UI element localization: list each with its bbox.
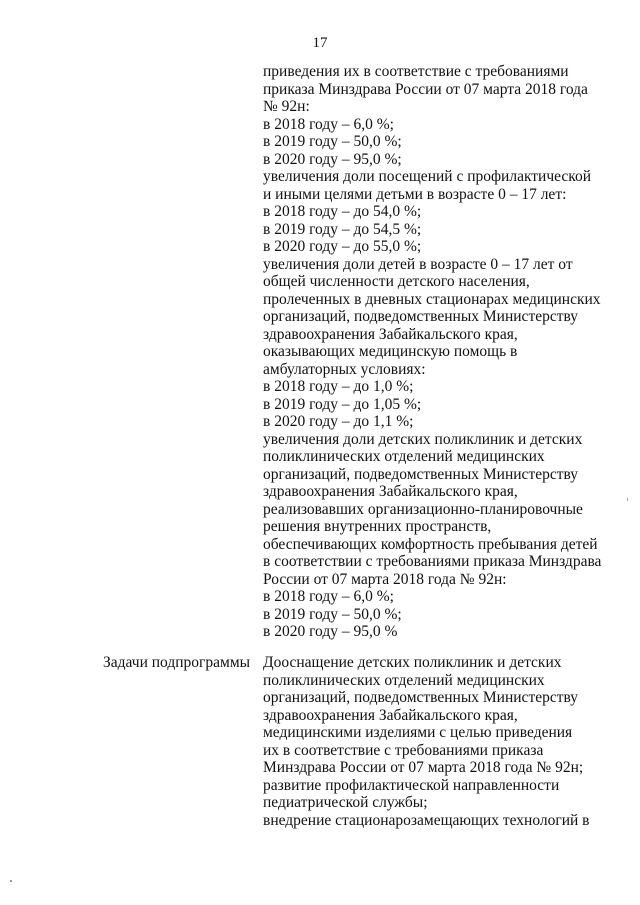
text-line: поликлинических отделений медицинских (263, 671, 545, 689)
text-line: обеспечивающих комфортность пребывания детей (263, 535, 598, 553)
indicators-continuation-text (263, 63, 603, 641)
scan-speck (10, 880, 12, 882)
text-line: увеличения доли детей в возрасте 0 – 17 лет от (263, 255, 573, 273)
text-line: решения внутренних пространств, (263, 518, 492, 535)
text-line: организаций, подведомственных Министерству (263, 689, 579, 706)
text-line: организаций, подведомственных Министерству (263, 308, 579, 325)
text-line: здравоохранения Забайкальского края, (263, 706, 518, 724)
text-line: Дооснащение детских поликлиник и детских (263, 654, 562, 671)
text-line: общей численности детского населения, (263, 273, 530, 290)
text-line: в 2018 году – 6,0 %; (263, 588, 394, 605)
text-line: педиатрической службы; (263, 794, 428, 811)
tasks-label: Задачи подпрограммы (103, 654, 251, 671)
text-line: развитие профилактической направленности (263, 776, 560, 794)
text-line: увеличения доли посещений с профилактической (263, 168, 592, 185)
text-line: в 2019 году – 50,0 %; (263, 133, 402, 150)
page-number: 17 (312, 35, 328, 51)
text-line: пролеченных в дневных стационарах медицинских (263, 290, 601, 308)
text-line: амбулаторных условиях: (263, 360, 426, 378)
text-line: приведения их в соответствие с требованиями (263, 63, 569, 80)
text-line: здравоохранения Забайкальского края, (263, 483, 518, 500)
text-line: в 2020 году – 95,0 %; (263, 150, 402, 168)
text-line: медицинскими изделиями с целью приведения (263, 724, 573, 741)
text-line: России от 07 марта 2018 года № 92н: (263, 570, 507, 588)
text-line: здравоохранения Забайкальского края, (263, 325, 518, 343)
scan-speck (627, 498, 628, 501)
text-line: в 2018 году – до 54,0 %; (263, 203, 422, 220)
text-line: в соответствии с требованиями приказа Минздрава (263, 553, 602, 570)
text-line: в 2018 году – до 1,0 %; (263, 378, 414, 395)
text-line: в 2019 году – 50,0 %; (263, 605, 402, 623)
tasks-text (263, 654, 603, 829)
text-line: Минздрава России от 07 марта 2018 года № 92н; (263, 759, 584, 776)
text-line: № 92н: (263, 98, 310, 115)
text-line: в 2019 году – до 54,5 %; (263, 220, 422, 238)
text-line: поликлинических отделений медицинских (263, 448, 545, 465)
text-line: увеличения доли детских поликлиник и детских (263, 430, 583, 448)
text-line: реализовавших организационно-планировочные (263, 500, 583, 518)
text-line: в 2020 году – до 55,0 %; (263, 238, 422, 255)
text-line: в 2018 году – 6,0 %; (263, 115, 394, 133)
text-line: приказа Минздрава России от 07 марта 2018 года (263, 80, 588, 98)
text-line: в 2020 году – до 1,1 %; (263, 413, 414, 430)
text-line: организаций, подведомственных Министерству (263, 465, 579, 483)
text-line: и иными целями детьми в возрасте 0 – 17 лет: (263, 185, 567, 203)
text-line: их в соответствие с требованиями приказа (263, 741, 544, 759)
text-line: в 2019 году – до 1,05 %; (263, 395, 422, 413)
text-line: внедрение стационарозамещающих технологий в (263, 811, 590, 829)
text-line: в 2020 году – 95,0 % (263, 623, 398, 640)
text-line: оказывающих медицинскую помощь в (263, 343, 518, 360)
